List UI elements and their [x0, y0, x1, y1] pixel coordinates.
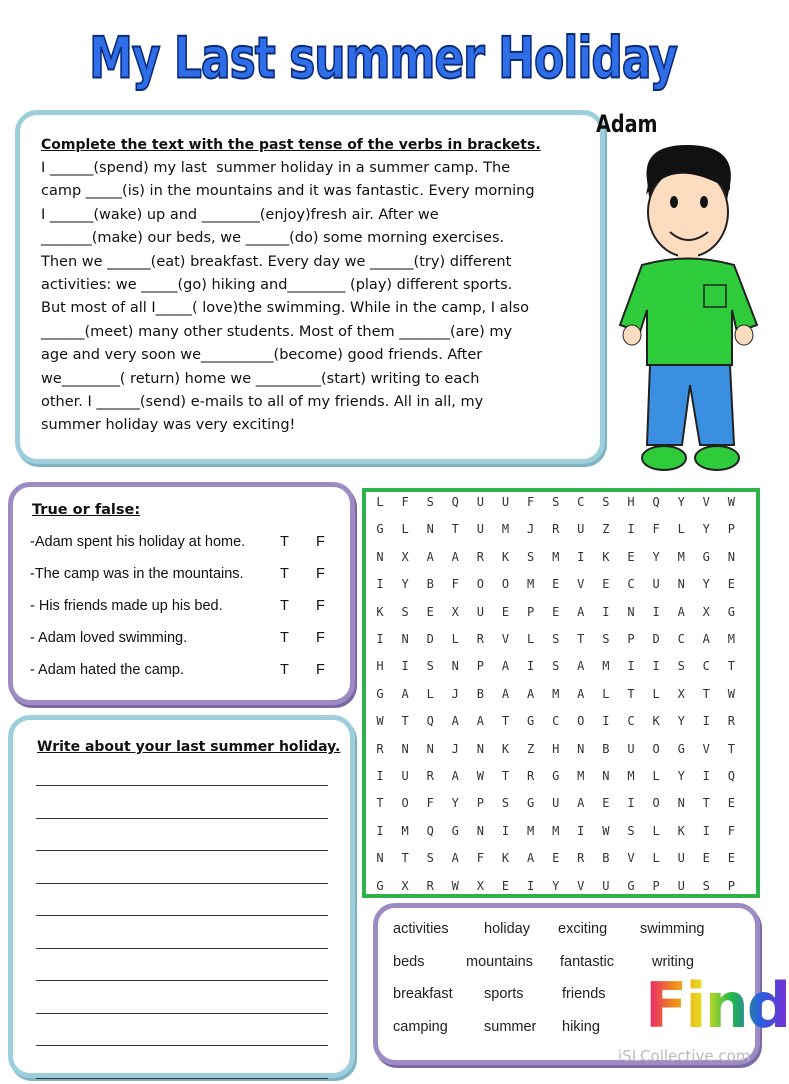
grid-letter[interactable]: U — [652, 577, 660, 592]
grid-letter[interactable]: G — [627, 878, 635, 893]
grid-letter[interactable]: A — [476, 714, 484, 729]
grid-letter[interactable]: Q — [451, 495, 459, 509]
grid-letter[interactable]: I — [627, 796, 635, 811]
grid-letter[interactable]: S — [602, 495, 610, 509]
grid-letter[interactable]: K — [501, 851, 510, 866]
grid-letter[interactable]: S — [702, 878, 710, 893]
word-list-item: sports — [484, 986, 524, 1002]
grid-letter[interactable]: Q — [727, 769, 735, 783]
grid-letter[interactable]: C — [627, 577, 635, 592]
word-list-item: holiday — [484, 921, 530, 937]
grid-letter[interactable]: A — [501, 659, 510, 674]
grid-letter[interactable]: S — [501, 796, 510, 811]
grid-letter[interactable]: M — [677, 549, 685, 564]
grid-letter[interactable]: Z — [602, 522, 610, 537]
grid-letter[interactable]: G — [376, 878, 384, 893]
grid-letter[interactable]: O — [501, 577, 510, 592]
grid-letter[interactable]: P — [476, 796, 484, 811]
grid-letter[interactable]: I — [602, 604, 610, 619]
grid-letter[interactable]: K — [602, 549, 610, 564]
word-list-item: exciting — [558, 921, 608, 937]
exercise1-line: _______(make) our beds, we ______(do) some morning exercises. — [41, 230, 505, 247]
word-list-item: writing — [652, 953, 694, 970]
character-name: Adam — [596, 110, 658, 138]
grid-letter[interactable]: J — [451, 686, 459, 701]
grid-letter[interactable]: L — [426, 686, 434, 701]
statement-text: - His friends made up his bed. — [30, 598, 223, 614]
grid-letter[interactable]: T — [727, 741, 735, 756]
grid-letter[interactable]: R — [476, 632, 484, 646]
writing-heading: Write about your last summer holiday. — [37, 739, 341, 755]
grid-letter[interactable]: L — [652, 686, 660, 701]
grid-letter[interactable]: U — [476, 522, 484, 537]
grid-letter[interactable]: M — [577, 769, 585, 783]
grid-letter[interactable]: P — [652, 878, 660, 893]
true-false-heading: True or false: — [32, 502, 141, 518]
false-option[interactable]: F — [316, 662, 325, 678]
grid-letter[interactable]: N — [677, 577, 685, 592]
grid-letter[interactable]: N — [401, 632, 409, 646]
grid-letter[interactable]: Q — [652, 495, 660, 509]
grid-letter[interactable]: L — [602, 686, 610, 701]
word-list-item: summer — [484, 1018, 537, 1035]
grid-letter[interactable]: V — [702, 741, 710, 756]
writing-line[interactable] — [36, 1078, 328, 1079]
grid-letter[interactable]: U — [602, 878, 610, 893]
exercise1-line: activities: we _____(go) hiking and________ (play) different sports. — [41, 277, 513, 293]
grid-letter[interactable]: I — [376, 823, 384, 838]
false-option[interactable]: F — [316, 598, 325, 614]
grid-letter[interactable]: L — [652, 823, 660, 838]
grid-letter[interactable]: S — [552, 632, 560, 646]
grid-letter[interactable]: S — [426, 851, 434, 866]
statement-text: -Adam spent his holiday at home. — [30, 534, 246, 550]
grid-letter[interactable]: N — [602, 769, 610, 783]
writing-line[interactable] — [36, 1045, 328, 1046]
grid-letter[interactable]: V — [577, 577, 585, 592]
grid-letter[interactable]: U — [552, 796, 560, 811]
word-list-item: breakfast — [393, 986, 453, 1002]
grid-letter[interactable]: Y — [677, 714, 685, 729]
grid-letter[interactable]: L — [401, 522, 409, 537]
grid-letter[interactable]: K — [652, 714, 660, 729]
grid-letter[interactable]: A — [501, 686, 510, 701]
grid-letter[interactable]: M — [552, 549, 560, 564]
grid-letter[interactable]: T — [401, 714, 409, 729]
grid-letter[interactable]: G — [451, 823, 459, 838]
grid-letter[interactable]: W — [451, 878, 459, 893]
exercise1-line: other. I ______(send) e-mails to all of my friends. All in all, my — [41, 394, 484, 410]
grid-letter[interactable]: J — [451, 741, 459, 756]
grid-letter[interactable]: W — [602, 823, 610, 838]
grid-letter[interactable]: U — [627, 741, 635, 756]
true-option[interactable]: T — [280, 534, 289, 550]
grid-letter[interactable]: E — [702, 851, 710, 866]
grid-letter[interactable]: I — [652, 604, 660, 619]
grid-letter[interactable]: G — [552, 769, 560, 783]
grid-letter[interactable]: W — [727, 686, 735, 701]
grid-letter[interactable]: A — [677, 604, 685, 619]
grid-letter[interactable]: N — [677, 796, 685, 811]
grid-letter[interactable]: H — [552, 741, 560, 756]
grid-letter[interactable]: F — [451, 577, 459, 592]
grid-letter[interactable]: L — [677, 522, 685, 537]
grid-letter[interactable]: U — [476, 604, 484, 619]
grid-letter[interactable]: E — [426, 604, 434, 619]
grid-letter[interactable]: Y — [677, 769, 685, 783]
writing-line[interactable] — [36, 785, 328, 786]
writing-line[interactable] — [36, 818, 328, 819]
exercise1-line: Then we ______(eat) breakfast. Every day we ______(try) different — [41, 253, 512, 270]
grid-letter[interactable]: U — [577, 522, 585, 537]
grid-letter[interactable]: C — [702, 659, 710, 674]
false-option[interactable]: F — [316, 630, 325, 646]
grid-letter[interactable]: D — [652, 632, 660, 646]
grid-letter[interactable]: R — [376, 741, 384, 756]
grid-letter[interactable]: Y — [702, 522, 710, 537]
grid-letter[interactable]: N — [727, 549, 735, 564]
grid-letter[interactable]: I — [526, 878, 535, 893]
grid-letter[interactable]: G — [727, 604, 735, 619]
word-list-item: fantastic — [560, 953, 614, 970]
grid-letter[interactable]: L — [652, 769, 660, 783]
grid-letter[interactable]: I — [702, 769, 710, 783]
word-list-item: camping — [393, 1018, 448, 1035]
grid-letter[interactable]: G — [702, 549, 710, 564]
word-list-item: hiking — [562, 1018, 600, 1035]
grid-letter[interactable]: N — [376, 851, 384, 866]
grid-letter[interactable]: N — [426, 522, 434, 537]
true-option[interactable]: T — [280, 566, 289, 582]
grid-letter[interactable]: L — [451, 632, 459, 646]
grid-letter[interactable]: G — [526, 796, 535, 811]
grid-letter[interactable]: A — [577, 686, 585, 701]
grid-letter[interactable]: Z — [526, 741, 535, 756]
grid-letter[interactable]: L — [526, 632, 535, 646]
false-option[interactable]: F — [316, 566, 325, 582]
grid-letter[interactable]: N — [476, 741, 484, 756]
grid-letter[interactable]: T — [401, 851, 409, 866]
grid-letter[interactable]: F — [401, 495, 409, 509]
grid-letter[interactable]: A — [577, 796, 585, 811]
grid-letter[interactable]: C — [677, 632, 685, 646]
grid-letter[interactable]: M — [526, 577, 535, 592]
grid-letter[interactable]: T — [727, 659, 735, 674]
grid-letter[interactable]: A — [451, 714, 459, 729]
grid-letter[interactable]: C — [552, 714, 560, 729]
grid-letter[interactable]: R — [426, 878, 434, 893]
grid-letter[interactable]: S — [602, 632, 610, 646]
grid-letter[interactable]: S — [552, 495, 560, 509]
grid-letter[interactable]: K — [376, 604, 384, 619]
grid-letter[interactable]: H — [376, 659, 384, 674]
word-list-item: friends — [562, 986, 606, 1002]
grid-letter[interactable]: E — [501, 878, 510, 893]
exercise1-heading: Complete the text with the past tense of the verbs in brackets. — [41, 137, 541, 153]
grid-letter[interactable]: A — [577, 604, 585, 619]
grid-letter[interactable]: G — [526, 714, 535, 729]
grid-letter[interactable]: R — [577, 851, 585, 866]
grid-letter[interactable]: M — [401, 823, 409, 838]
grid-letter[interactable]: M — [526, 823, 535, 838]
boy-illustration — [612, 140, 762, 475]
grid-letter[interactable]: M — [627, 769, 635, 783]
grid-letter[interactable]: F — [476, 851, 484, 866]
grid-letter[interactable]: U — [476, 495, 484, 509]
grid-letter[interactable]: V — [627, 851, 635, 866]
grid-letter[interactable]: K — [677, 823, 685, 838]
grid-letter[interactable]: O — [652, 741, 660, 756]
grid-letter[interactable]: A — [577, 659, 585, 674]
grid-letter[interactable]: O — [476, 577, 484, 592]
grid-letter[interactable]: X — [677, 686, 685, 701]
writing-line[interactable] — [36, 948, 328, 949]
grid-letter[interactable]: A — [451, 851, 459, 866]
grid-letter[interactable]: I — [702, 823, 710, 838]
grid-letter[interactable]: I — [401, 659, 409, 674]
grid-letter[interactable]: G — [376, 522, 384, 537]
grid-letter[interactable]: T — [702, 796, 710, 811]
grid-letter[interactable]: P — [627, 632, 635, 646]
grid-letter[interactable]: P — [476, 659, 484, 674]
grid-letter[interactable]: L — [376, 495, 384, 509]
exercise1-line: age and very soon we__________(become) good friends. After — [41, 347, 483, 364]
grid-letter[interactable]: P — [526, 604, 535, 619]
true-option[interactable]: T — [280, 598, 289, 614]
grid-letter[interactable]: R — [476, 549, 484, 564]
grid-letter[interactable]: K — [501, 549, 510, 564]
grid-letter[interactable]: B — [602, 851, 610, 866]
grid-letter[interactable]: T — [702, 686, 710, 701]
grid-letter[interactable]: F — [526, 495, 535, 509]
grid-letter[interactable]: R — [727, 714, 735, 729]
exercise1-line: camp _____(is) in the mountains and it was fantastic. Every morning — [41, 183, 535, 200]
grid-letter[interactable]: R — [526, 769, 535, 783]
grid-letter[interactable]: I — [376, 632, 384, 646]
grid-letter[interactable]: U — [677, 878, 685, 893]
grid-letter[interactable]: G — [677, 741, 685, 756]
grid-letter[interactable]: I — [376, 769, 384, 783]
exercise1-line: I ______(spend) my last summer holiday in a summer camp. The — [41, 160, 511, 176]
grid-letter[interactable]: I — [577, 549, 585, 564]
grid-letter[interactable]: B — [602, 741, 610, 756]
grid-letter[interactable]: E — [602, 796, 610, 811]
grid-letter[interactable]: K — [501, 741, 510, 756]
grid-letter[interactable]: T — [627, 686, 635, 701]
grid-letter[interactable]: E — [552, 851, 560, 866]
word-list-item: swimming — [640, 921, 705, 937]
grid-letter[interactable]: W — [727, 495, 735, 509]
grid-letter[interactable]: L — [652, 851, 660, 866]
grid-letter[interactable]: F — [426, 796, 434, 811]
grid-letter[interactable]: E — [727, 851, 735, 866]
grid-letter[interactable]: E — [602, 577, 610, 592]
writing-line[interactable] — [36, 980, 328, 981]
grid-letter[interactable]: I — [501, 823, 510, 838]
exercise1-line: I ______(wake) up and ________(enjoy)fresh air. After we — [41, 206, 439, 223]
grid-letter[interactable]: W — [376, 714, 384, 729]
grid-letter[interactable]: Y — [702, 577, 710, 592]
grid-letter[interactable]: Y — [451, 796, 459, 811]
grid-letter[interactable]: S — [677, 659, 685, 674]
grid-letter[interactable]: O — [577, 714, 585, 729]
grid-letter[interactable]: E — [552, 604, 560, 619]
grid-letter[interactable]: P — [727, 878, 735, 893]
grid-letter[interactable]: B — [426, 577, 434, 592]
grid-letter[interactable]: M — [552, 823, 560, 838]
grid-letter[interactable]: Q — [426, 823, 434, 838]
statement-text: - Adam loved swimming. — [30, 630, 188, 646]
grid-letter[interactable]: S — [426, 659, 434, 674]
grid-letter[interactable]: T — [577, 632, 585, 646]
grid-letter[interactable]: I — [627, 522, 635, 537]
grid-letter[interactable]: I — [627, 659, 635, 674]
grid-letter[interactable]: I — [602, 714, 610, 729]
grid-letter[interactable]: T — [376, 796, 384, 811]
grid-letter[interactable]: Y — [652, 549, 660, 564]
grid-letter[interactable]: A — [401, 686, 409, 701]
grid-letter[interactable]: U — [677, 851, 685, 866]
grid-letter[interactable]: N — [627, 604, 635, 619]
grid-letter[interactable]: T — [451, 522, 459, 537]
grid-letter[interactable]: Y — [401, 577, 409, 592]
grid-letter[interactable]: Q — [426, 714, 434, 729]
grid-letter[interactable]: A — [426, 549, 434, 564]
grid-letter[interactable]: S — [426, 495, 434, 509]
grid-letter[interactable]: I — [376, 577, 384, 592]
grid-letter[interactable]: A — [702, 632, 710, 646]
grid-letter[interactable]: S — [552, 659, 560, 674]
grid-letter[interactable]: S — [627, 823, 635, 838]
grid-letter[interactable]: A — [526, 851, 535, 866]
grid-letter[interactable]: V — [577, 878, 585, 893]
grid-letter[interactable]: O — [652, 796, 660, 811]
grid-letter[interactable]: N — [426, 741, 434, 756]
worksheet-title: My Last summer Holiday — [89, 25, 677, 92]
false-option[interactable]: F — [316, 534, 325, 550]
grid-letter[interactable]: W — [476, 769, 484, 783]
grid-letter[interactable]: F — [727, 823, 735, 838]
grid-letter[interactable]: N — [376, 549, 384, 564]
grid-letter[interactable]: X — [702, 604, 710, 619]
writing-line[interactable] — [36, 915, 328, 916]
grid-letter[interactable]: N — [476, 823, 484, 838]
grid-letter[interactable]: I — [702, 714, 710, 729]
grid-letter[interactable]: O — [401, 796, 409, 811]
grid-letter[interactable]: H — [627, 495, 635, 509]
grid-letter[interactable]: S — [401, 604, 409, 619]
grid-letter[interactable]: Y — [677, 495, 685, 509]
grid-letter[interactable]: M — [602, 659, 610, 674]
writing-line[interactable] — [36, 883, 328, 884]
writing-line[interactable] — [36, 1013, 328, 1014]
grid-letter[interactable]: E — [501, 604, 510, 619]
statement-text: -The camp was in the mountains. — [30, 566, 244, 582]
grid-letter[interactable]: X — [401, 549, 409, 564]
grid-letter[interactable]: U — [501, 495, 510, 509]
watermark: iSLCollective.com — [618, 1047, 751, 1065]
grid-letter[interactable]: C — [577, 495, 585, 509]
grid-letter[interactable]: P — [727, 522, 735, 537]
grid-letter[interactable]: V — [501, 632, 510, 646]
word-list-item: beds — [393, 953, 425, 970]
grid-letter[interactable]: E — [552, 577, 560, 592]
grid-letter[interactable]: N — [451, 659, 459, 674]
grid-letter[interactable]: Y — [552, 878, 560, 893]
grid-letter[interactable]: S — [526, 549, 535, 564]
grid-letter[interactable]: X — [451, 604, 459, 619]
exercise1-line: we________( return) home we _________(start) writing to each — [41, 370, 480, 387]
grid-letter[interactable]: R — [552, 522, 560, 537]
grid-letter[interactable]: X — [476, 878, 484, 893]
grid-letter[interactable]: N — [401, 741, 409, 756]
grid-letter[interactable]: N — [577, 741, 585, 756]
grid-letter[interactable]: R — [426, 769, 434, 783]
grid-letter[interactable]: D — [426, 632, 434, 646]
writing-line[interactable] — [36, 850, 328, 851]
statement-text: - Adam hated the camp. — [30, 662, 184, 678]
true-option[interactable]: T — [280, 662, 289, 678]
grid-letter[interactable]: E — [727, 796, 735, 811]
true-option[interactable]: T — [280, 630, 289, 646]
grid-letter[interactable]: I — [526, 659, 535, 674]
grid-letter[interactable]: C — [627, 714, 635, 729]
exercise1-line: summer holiday was very exciting! — [41, 417, 296, 434]
find-logo: Find — [645, 969, 789, 1042]
word-list-item: activities — [393, 921, 449, 937]
grid-letter[interactable]: U — [401, 769, 409, 783]
grid-letter[interactable]: X — [401, 878, 409, 893]
grid-letter[interactable]: T — [501, 714, 510, 729]
grid-letter[interactable]: I — [652, 659, 660, 674]
grid-letter[interactable]: T — [501, 769, 510, 783]
exercise1-line: But most of all I_____( love)the swimming. While in the camp, I also — [41, 300, 529, 317]
exercise1-line: ______(meet) many other students. Most of them _______(are) my — [41, 323, 513, 340]
grid-letter[interactable]: F — [652, 522, 660, 537]
grid-letter[interactable]: E — [727, 577, 735, 592]
grid-letter[interactable]: A — [451, 549, 459, 564]
grid-letter[interactable]: A — [451, 769, 459, 783]
grid-letter[interactable]: M — [552, 686, 560, 701]
grid-letter[interactable]: I — [577, 823, 585, 838]
grid-letter[interactable]: B — [476, 686, 484, 701]
grid-letter[interactable]: M — [727, 632, 735, 646]
grid-letter[interactable]: E — [627, 549, 635, 564]
word-list-item: mountains — [466, 953, 533, 970]
grid-letter[interactable]: G — [376, 686, 384, 701]
writing-box — [8, 715, 355, 1078]
grid-letter[interactable]: A — [526, 686, 535, 701]
grid-letter[interactable]: J — [526, 522, 535, 537]
grid-letter[interactable]: M — [501, 522, 510, 537]
grid-letter[interactable]: V — [702, 495, 710, 509]
